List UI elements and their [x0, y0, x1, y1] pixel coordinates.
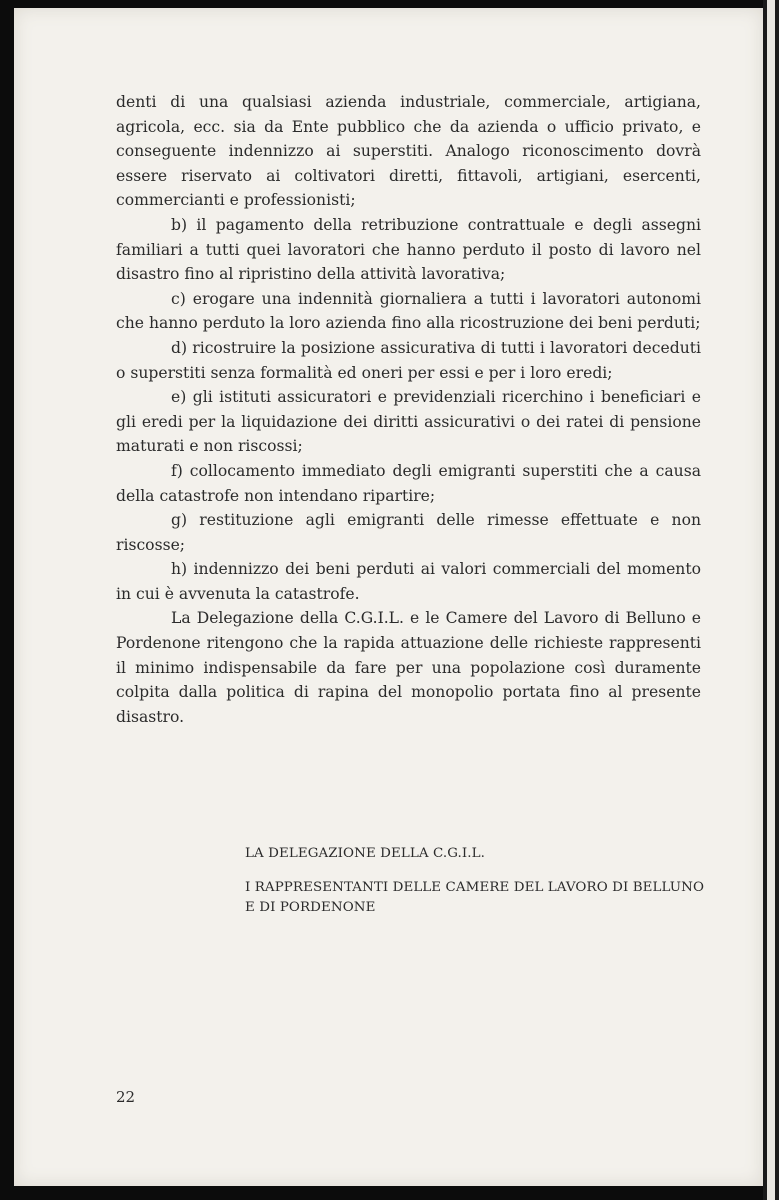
signature-block	[245, 844, 715, 918]
paragraph-item-c: c) erogare una indennità giornaliera a tutti i lavoratori autonomi che hanno perduto la loro azienda fino alla ricostruzione dei beni perduti;	[116, 289, 701, 333]
paragraph-continued: denti di una qualsiasi azienda industriale, commerciale, artigiana, agricola, ecc. sia da Ente pubblico che da azienda o ufficio privato, e conseguente indennizzo ai superstiti. Analogo riconoscimento dovrà essere riservato ai coltivatori diretti, fittavoli, artigiani, esercenti, commercianti e professionisti;	[116, 93, 701, 210]
paragraph-item-h: h) indennizzo dei beni perduti ai valori commerciali del momento in cui è avvenuta la catastrofe.	[116, 560, 701, 603]
paragraph-item-f: f) collocamento immediato degli emigranti superstiti che a causa della catastrofe non intendano ripartire;	[116, 461, 701, 505]
paragraph-item-b: b) il pagamento della retribuzione contrattuale e degli assegni familiari a tutti quei lavoratori che hanno perduto il posto di lavoro nel disastro fino al ripristino della attività lavorativa;	[116, 215, 701, 284]
page-number: 22	[116, 1088, 136, 1106]
signature-cgil: LA DELEGAZIONE DELLA C.G.I.L.	[245, 846, 486, 861]
paragraph-item-e: e) gli istituti assicuratori e previdenziali ricerchino i beneficiari e gli eredi per la liquidazione dei diritti assicurativi o dei ratei di pensione maturati e non riscossi;	[116, 388, 701, 456]
scan-edge	[763, 0, 779, 1200]
body-text	[116, 90, 701, 729]
paragraph-item-d: d) ricostruire la posizione assicurativa di tutti i lavoratori deceduti o superstiti senza formalità ed oneri per essi e per i loro eredi;	[116, 338, 701, 382]
paragraph-closing: La Delegazione della C.G.I.L. e le Camere del Lavoro di Belluno e Pordenone ritengono che la rapida attuazione delle richieste rappresenti il minimo indispensabile da fare per una popolazione così duramente colpita dalla politica di rapina del monopolio portata fino al presente disastro.	[116, 609, 701, 726]
paragraph-item-g: g) restituzione agli emigranti delle rimesse effettuate e non riscosse;	[116, 511, 701, 554]
document-page	[14, 8, 763, 1186]
signature-chambers: I RAPPRESENTANTI DELLE CAMERE DEL LAVORO DI BELLUNO E DI PORDENONE	[245, 880, 705, 915]
